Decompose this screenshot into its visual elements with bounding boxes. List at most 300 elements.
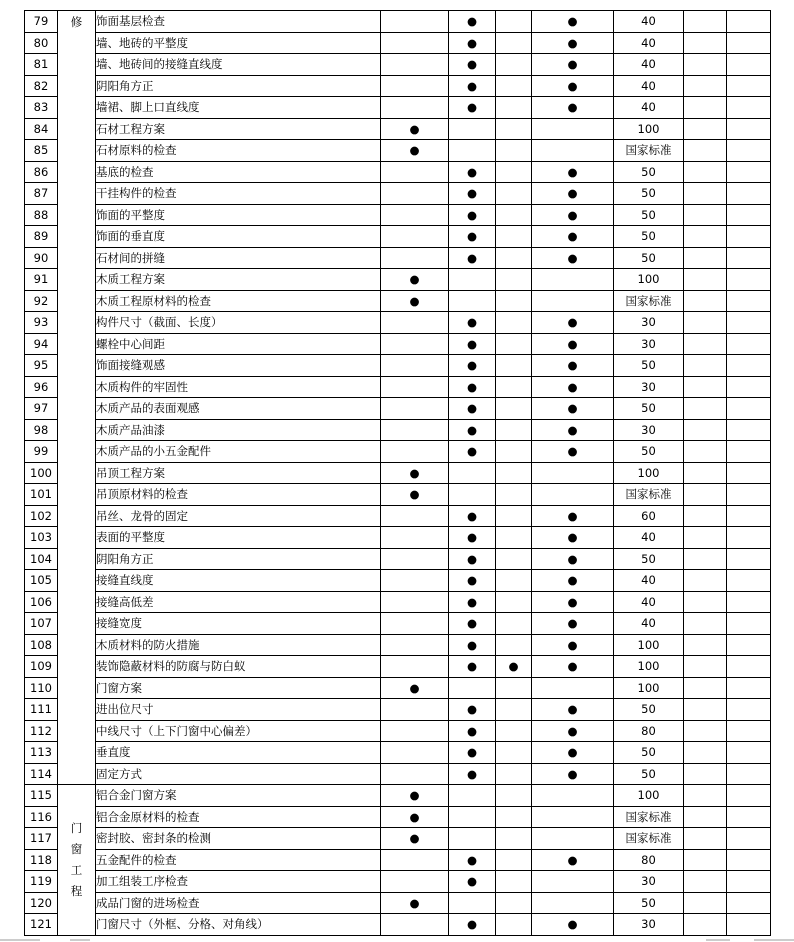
score-value: 50	[614, 441, 684, 463]
table-row	[25, 226, 771, 248]
check-mark-d: ●	[532, 548, 614, 570]
empty-cell	[727, 742, 771, 764]
score-value: 50	[614, 398, 684, 420]
table-row	[25, 849, 771, 871]
check-mark-d: ●	[532, 54, 614, 76]
row-number: 119	[25, 871, 58, 893]
table-row	[25, 183, 771, 205]
check-mark-d: ●	[532, 914, 614, 936]
empty-cell	[727, 634, 771, 656]
check-mark-a	[381, 355, 449, 377]
check-mark-b: ●	[449, 871, 496, 893]
empty-cell	[684, 32, 727, 54]
table-row	[25, 118, 771, 140]
empty-cell	[727, 570, 771, 592]
inspection-item: 饰面基层检查	[96, 11, 381, 33]
check-mark-d	[532, 871, 614, 893]
row-number: 100	[25, 462, 58, 484]
row-number: 106	[25, 591, 58, 613]
check-mark-b: ●	[449, 527, 496, 549]
check-mark-a: ●	[381, 828, 449, 850]
check-mark-b	[449, 484, 496, 506]
inspection-item: 基底的检查	[96, 161, 381, 183]
check-mark-d: ●	[532, 699, 614, 721]
check-mark-d: ●	[532, 333, 614, 355]
check-mark-c	[496, 247, 532, 269]
inspection-item: 木质产品油漆	[96, 419, 381, 441]
row-number: 87	[25, 183, 58, 205]
check-mark-a: ●	[381, 806, 449, 828]
row-number: 101	[25, 484, 58, 506]
score-value: 30	[614, 333, 684, 355]
row-number: 93	[25, 312, 58, 334]
check-mark-b: ●	[449, 548, 496, 570]
check-mark-a	[381, 398, 449, 420]
empty-cell	[727, 484, 771, 506]
inspection-item: 饰面的平整度	[96, 204, 381, 226]
inspection-item: 装饰隐蔽材料的防腐与防白蚁	[96, 656, 381, 678]
row-number: 80	[25, 32, 58, 54]
check-mark-a	[381, 849, 449, 871]
inspection-item: 门窗尺寸（外框、分格、对角线）	[96, 914, 381, 936]
check-mark-d	[532, 140, 614, 162]
inspection-item: 五金配件的检查	[96, 849, 381, 871]
row-number: 113	[25, 742, 58, 764]
check-mark-b: ●	[449, 505, 496, 527]
check-mark-c	[496, 32, 532, 54]
row-number: 118	[25, 849, 58, 871]
empty-cell	[727, 376, 771, 398]
check-mark-c	[496, 828, 532, 850]
empty-cell	[727, 32, 771, 54]
check-mark-d: ●	[532, 398, 614, 420]
row-number: 97	[25, 398, 58, 420]
check-mark-d: ●	[532, 720, 614, 742]
check-mark-b	[449, 462, 496, 484]
check-mark-c	[496, 97, 532, 119]
empty-cell	[727, 677, 771, 699]
check-mark-d: ●	[532, 376, 614, 398]
empty-cell	[727, 849, 771, 871]
empty-cell	[684, 355, 727, 377]
check-mark-a: ●	[381, 290, 449, 312]
check-mark-c	[496, 699, 532, 721]
empty-cell	[684, 699, 727, 721]
inspection-item: 干挂构件的检查	[96, 183, 381, 205]
empty-cell	[727, 398, 771, 420]
row-number: 92	[25, 290, 58, 312]
empty-cell	[684, 914, 727, 936]
score-value: 40	[614, 97, 684, 119]
inspection-item: 吊顶原材料的检查	[96, 484, 381, 506]
empty-cell	[727, 720, 771, 742]
check-mark-d: ●	[532, 204, 614, 226]
inspection-item: 木质工程方案	[96, 269, 381, 291]
row-number: 111	[25, 699, 58, 721]
row-number: 116	[25, 806, 58, 828]
section-label: 门窗工程	[70, 821, 83, 899]
inspection-item: 密封胶、密封条的检测	[96, 828, 381, 850]
check-mark-c	[496, 183, 532, 205]
inspection-item: 石材工程方案	[96, 118, 381, 140]
empty-cell	[727, 462, 771, 484]
inspection-item: 木质构件的牢固性	[96, 376, 381, 398]
check-mark-b	[449, 269, 496, 291]
check-mark-c	[496, 849, 532, 871]
empty-cell	[727, 290, 771, 312]
row-number: 121	[25, 914, 58, 936]
empty-cell	[727, 161, 771, 183]
inspection-item: 木质工程原材料的检查	[96, 290, 381, 312]
score-value: 国家标准	[614, 290, 684, 312]
check-mark-d: ●	[532, 97, 614, 119]
score-value: 80	[614, 720, 684, 742]
inspection-item: 石材原料的检查	[96, 140, 381, 162]
row-number: 79	[25, 11, 58, 33]
empty-cell	[727, 806, 771, 828]
row-number: 88	[25, 204, 58, 226]
inspection-item: 吊丝、龙骨的固定	[96, 505, 381, 527]
check-mark-d	[532, 677, 614, 699]
check-mark-b: ●	[449, 54, 496, 76]
check-mark-d: ●	[532, 161, 614, 183]
check-mark-d	[532, 806, 614, 828]
check-mark-a	[381, 333, 449, 355]
check-mark-d: ●	[532, 505, 614, 527]
table-row	[25, 290, 771, 312]
check-mark-b: ●	[449, 355, 496, 377]
table-body	[25, 11, 771, 936]
empty-cell	[684, 785, 727, 807]
score-value: 40	[614, 570, 684, 592]
inspection-item: 木质产品的表面观感	[96, 398, 381, 420]
score-value: 30	[614, 419, 684, 441]
empty-cell	[684, 75, 727, 97]
check-mark-d: ●	[532, 742, 614, 764]
check-mark-d: ●	[532, 591, 614, 613]
empty-cell	[727, 54, 771, 76]
check-mark-d: ●	[532, 441, 614, 463]
table-row	[25, 699, 771, 721]
table-row	[25, 32, 771, 54]
check-mark-b: ●	[449, 161, 496, 183]
check-mark-b	[449, 140, 496, 162]
check-mark-b: ●	[449, 204, 496, 226]
check-mark-a	[381, 247, 449, 269]
check-mark-b	[449, 118, 496, 140]
inspection-item: 垂直度	[96, 742, 381, 764]
table-row	[25, 462, 771, 484]
check-mark-c	[496, 742, 532, 764]
check-mark-d	[532, 118, 614, 140]
score-value: 40	[614, 54, 684, 76]
table-row	[25, 312, 771, 334]
check-mark-a: ●	[381, 118, 449, 140]
check-mark-c	[496, 355, 532, 377]
check-mark-c	[496, 376, 532, 398]
check-mark-a: ●	[381, 892, 449, 914]
empty-cell	[727, 441, 771, 463]
score-value: 100	[614, 462, 684, 484]
row-number: 85	[25, 140, 58, 162]
table-row	[25, 11, 771, 33]
check-mark-b	[449, 785, 496, 807]
inspection-item: 构件尺寸（截面、长度）	[96, 312, 381, 334]
check-mark-b	[449, 806, 496, 828]
check-mark-d: ●	[532, 656, 614, 678]
empty-cell	[684, 419, 727, 441]
check-mark-c	[496, 484, 532, 506]
inspection-item: 木质产品的小五金配件	[96, 441, 381, 463]
inspection-item: 吊顶工程方案	[96, 462, 381, 484]
empty-cell	[684, 269, 727, 291]
check-mark-a	[381, 75, 449, 97]
check-mark-d: ●	[532, 247, 614, 269]
check-mark-b: ●	[449, 591, 496, 613]
inspection-item: 墙、地砖的平整度	[96, 32, 381, 54]
table-row	[25, 161, 771, 183]
empty-cell	[727, 699, 771, 721]
check-mark-c	[496, 806, 532, 828]
check-mark-b	[449, 828, 496, 850]
row-number: 104	[25, 548, 58, 570]
empty-cell	[684, 333, 727, 355]
empty-cell	[727, 785, 771, 807]
check-mark-c	[496, 871, 532, 893]
check-mark-a: ●	[381, 677, 449, 699]
empty-cell	[684, 892, 727, 914]
empty-cell	[727, 828, 771, 850]
empty-cell	[727, 183, 771, 205]
check-mark-a	[381, 161, 449, 183]
empty-cell	[684, 742, 727, 764]
check-mark-b: ●	[449, 656, 496, 678]
check-mark-a	[381, 183, 449, 205]
empty-cell	[727, 914, 771, 936]
empty-cell	[727, 140, 771, 162]
table-row	[25, 892, 771, 914]
empty-cell	[684, 634, 727, 656]
empty-cell	[727, 763, 771, 785]
check-mark-a	[381, 720, 449, 742]
empty-cell	[684, 613, 727, 635]
check-mark-a	[381, 376, 449, 398]
check-mark-c	[496, 161, 532, 183]
row-number: 108	[25, 634, 58, 656]
row-number: 84	[25, 118, 58, 140]
check-mark-a	[381, 505, 449, 527]
check-mark-b: ●	[449, 333, 496, 355]
check-mark-b: ●	[449, 419, 496, 441]
empty-cell	[727, 226, 771, 248]
empty-cell	[684, 290, 727, 312]
empty-cell	[727, 613, 771, 635]
score-value: 40	[614, 75, 684, 97]
check-mark-d	[532, 828, 614, 850]
table-row	[25, 505, 771, 527]
empty-cell	[684, 806, 727, 828]
check-mark-a	[381, 54, 449, 76]
check-mark-a	[381, 656, 449, 678]
row-number: 95	[25, 355, 58, 377]
empty-cell	[684, 656, 727, 678]
check-mark-c	[496, 505, 532, 527]
table-row	[25, 742, 771, 764]
table-row	[25, 914, 771, 936]
inspection-item: 接缝高低差	[96, 591, 381, 613]
row-number: 82	[25, 75, 58, 97]
table-row	[25, 634, 771, 656]
check-mark-c	[496, 419, 532, 441]
table-row	[25, 398, 771, 420]
check-mark-d	[532, 484, 614, 506]
empty-cell	[684, 11, 727, 33]
score-value: 50	[614, 183, 684, 205]
empty-cell	[684, 849, 727, 871]
score-value: 50	[614, 699, 684, 721]
table-row	[25, 806, 771, 828]
check-mark-c	[496, 269, 532, 291]
empty-cell	[727, 312, 771, 334]
section-label-cell	[58, 11, 96, 785]
score-value: 50	[614, 161, 684, 183]
score-value: 50	[614, 247, 684, 269]
check-mark-a	[381, 97, 449, 119]
check-mark-b: ●	[449, 32, 496, 54]
check-mark-b: ●	[449, 742, 496, 764]
check-mark-c	[496, 527, 532, 549]
check-mark-c	[496, 634, 532, 656]
table-row	[25, 591, 771, 613]
row-number: 94	[25, 333, 58, 355]
table-row	[25, 355, 771, 377]
check-mark-b: ●	[449, 226, 496, 248]
check-mark-d: ●	[532, 849, 614, 871]
empty-cell	[684, 548, 727, 570]
empty-cell	[727, 892, 771, 914]
inspection-item: 墙、地砖间的接缝直线度	[96, 54, 381, 76]
check-mark-a	[381, 591, 449, 613]
empty-cell	[684, 54, 727, 76]
check-mark-c	[496, 290, 532, 312]
score-value: 60	[614, 505, 684, 527]
score-value: 40	[614, 591, 684, 613]
check-mark-a	[381, 204, 449, 226]
table-row	[25, 527, 771, 549]
check-mark-d	[532, 462, 614, 484]
empty-cell	[684, 226, 727, 248]
empty-cell	[727, 355, 771, 377]
table-row	[25, 720, 771, 742]
check-mark-c	[496, 75, 532, 97]
check-mark-d	[532, 892, 614, 914]
check-mark-c	[496, 441, 532, 463]
check-mark-d: ●	[532, 183, 614, 205]
check-mark-b: ●	[449, 97, 496, 119]
inspection-item: 接缝直线度	[96, 570, 381, 592]
empty-cell	[684, 247, 727, 269]
check-mark-c	[496, 204, 532, 226]
row-number: 96	[25, 376, 58, 398]
empty-cell	[727, 548, 771, 570]
empty-cell	[684, 312, 727, 334]
empty-cell	[727, 269, 771, 291]
score-value: 100	[614, 785, 684, 807]
empty-cell	[684, 677, 727, 699]
check-mark-d: ●	[532, 11, 614, 33]
check-mark-b: ●	[449, 720, 496, 742]
check-mark-a: ●	[381, 140, 449, 162]
inspection-item: 进出位尺寸	[96, 699, 381, 721]
empty-cell	[727, 118, 771, 140]
score-value: 国家标准	[614, 828, 684, 850]
check-mark-c	[496, 54, 532, 76]
section-label-cell	[58, 785, 96, 936]
check-mark-b: ●	[449, 247, 496, 269]
table-row	[25, 204, 771, 226]
table-row	[25, 613, 771, 635]
row-number: 86	[25, 161, 58, 183]
table-row	[25, 828, 771, 850]
empty-cell	[684, 376, 727, 398]
inspection-item: 阴阳角方正	[96, 75, 381, 97]
check-mark-d: ●	[532, 613, 614, 635]
empty-cell	[684, 828, 727, 850]
score-value: 100	[614, 118, 684, 140]
check-mark-d: ●	[532, 570, 614, 592]
check-mark-c	[496, 785, 532, 807]
inspection-item: 表面的平整度	[96, 527, 381, 549]
empty-cell	[727, 591, 771, 613]
row-number: 107	[25, 613, 58, 635]
check-mark-c	[496, 720, 532, 742]
row-number: 102	[25, 505, 58, 527]
empty-cell	[684, 140, 727, 162]
score-value: 50	[614, 204, 684, 226]
row-number: 103	[25, 527, 58, 549]
empty-cell	[727, 247, 771, 269]
empty-cell	[727, 333, 771, 355]
check-mark-b: ●	[449, 376, 496, 398]
table-row	[25, 269, 771, 291]
empty-cell	[727, 11, 771, 33]
check-mark-a	[381, 742, 449, 764]
empty-cell	[684, 161, 727, 183]
inspection-item: 成品门窗的进场检查	[96, 892, 381, 914]
row-number: 110	[25, 677, 58, 699]
score-value: 100	[614, 656, 684, 678]
table-row	[25, 441, 771, 463]
check-mark-c: ●	[496, 656, 532, 678]
empty-cell	[727, 656, 771, 678]
empty-cell	[684, 462, 727, 484]
check-mark-c	[496, 312, 532, 334]
check-mark-a	[381, 914, 449, 936]
check-mark-c	[496, 462, 532, 484]
check-mark-b	[449, 677, 496, 699]
check-mark-b	[449, 290, 496, 312]
score-value: 30	[614, 312, 684, 334]
check-mark-a: ●	[381, 462, 449, 484]
row-number: 83	[25, 97, 58, 119]
empty-cell	[684, 97, 727, 119]
check-mark-b: ●	[449, 11, 496, 33]
table-row	[25, 54, 771, 76]
check-mark-b: ●	[449, 312, 496, 334]
row-number: 81	[25, 54, 58, 76]
score-value: 40	[614, 32, 684, 54]
empty-cell	[684, 871, 727, 893]
